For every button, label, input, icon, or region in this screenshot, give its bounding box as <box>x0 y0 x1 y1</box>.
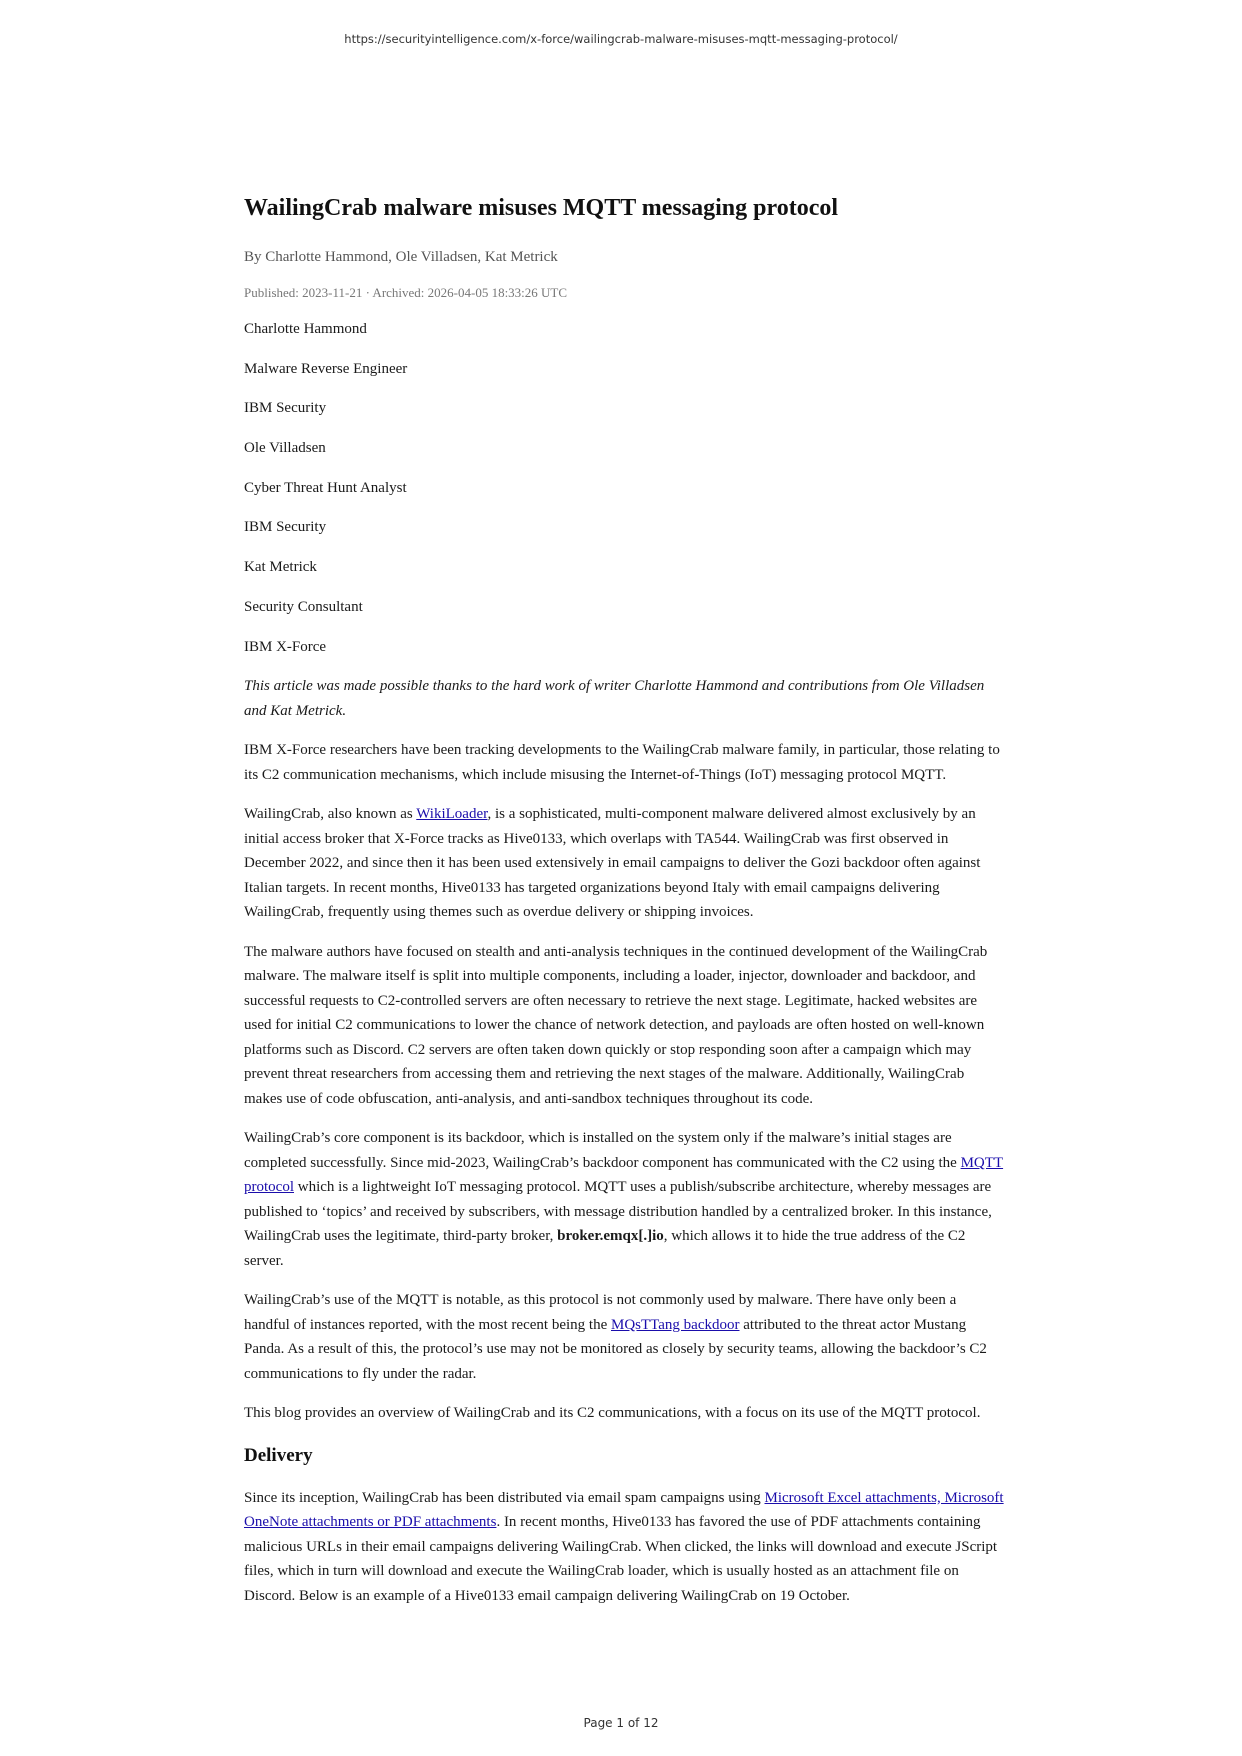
author-line: Malware Reverse Engineer <box>244 360 408 377</box>
publish-dates: Published: 2023-11-21 · Archived: 2026-04-05 18:33:26 UTC <box>244 285 568 300</box>
text-segment: which is a lightweight IoT messaging protocol. MQTT uses a publish/subscribe architecture, whereby messages are published to ‘topics’ and received by subscribers, with message distribution handled by a centralized broker. In this instance, WailingCrab uses the legitimate, third-party broker, <box>244 1179 992 1245</box>
paragraph-5 <box>244 1288 1004 1386</box>
author-line: IBM X-Force <box>244 638 327 655</box>
text-segment: attributed to the threat actor Mustang Panda. As a result of this, the protocol’s use may not be monitored as closely by security teams, allowing the backdoor’s C2 communications to fly under the radar. <box>244 1316 987 1382</box>
text-segment: Since its inception, WailingCrab has been distributed via email spam campaigns using <box>244 1489 765 1506</box>
paragraph-1: IBM X-Force researchers have been tracking developments to the WailingCrab malware family, in particular, those relating to its C2 communication mechanisms, which include misusing the Internet-of-Things (IoT) messaging protocol MQTT. <box>244 742 1000 783</box>
attachments-link[interactable]: Microsoft Excel attachments, Microsoft OneNote attachments or PDF attachments <box>244 1489 1004 1531</box>
author-line: Security Consultant <box>244 598 363 615</box>
paragraph-4 <box>244 1126 1004 1273</box>
author-line: Ole Villadsen <box>244 440 326 457</box>
page-url: https://securityintelligence.com/x-force/wailingcrab-malware-misuses-mqtt-messaging-protocol/ <box>344 32 898 46</box>
mqsttang-backdoor-link[interactable]: MQsTTang backdoor <box>610 1316 740 1333</box>
mqtt-protocol-link[interactable]: MQTT protocol <box>244 1154 1004 1196</box>
intro-paragraph: This article was made possible thanks to the hard work of writer Charlotte Hammond and contributions from Ole Villadsen and Kat Metrick. <box>244 678 985 719</box>
broker-domain: broker.emqx[.]io <box>557 1228 664 1245</box>
author-line: IBM Security <box>244 400 327 417</box>
paragraph-6: This blog provides an overview of WailingCrab and its C2 communications, with a focus on its use of the MQTT protocol. <box>244 1405 981 1422</box>
text-segment: WailingCrab’s core component is its backdoor, which is installed on the system only if the malware’s initial stages are completed successfully. Since mid-2023, WailingCrab’s backdoor component has communicated with the C2 using the <box>244 1130 961 1171</box>
article-title: WailingCrab malware misuses MQTT messaging protocol <box>244 195 839 221</box>
paragraph-2 <box>244 802 1004 925</box>
author-line: IBM Security <box>244 519 327 536</box>
author-line: Cyber Threat Hunt Analyst <box>244 479 407 496</box>
text-segment: , which allows it to hide the true address of the C2 server. <box>244 1228 966 1269</box>
article <box>244 190 1004 1623</box>
page-number: Page 1 of 12 <box>583 1716 659 1730</box>
author-line: Charlotte Hammond <box>244 321 367 337</box>
text-segment: , is a sophisticated, multi-component malware delivered almost exclusively by an initial access broker that X-Force tracks as Hive0133, which overlaps with TA544. WailingCrab was first observed in December 2022, and since then it has been used extensively in email campaigns to deliver the Gozi backdoor often against Italian targets. In recent months, Hive0133 has targeted organizations beyond Italy with email campaigns delivering WailingCrab, frequently using themes such as overdue delivery or shipping invoices. <box>244 806 981 921</box>
section-heading-delivery: Delivery <box>244 1444 313 1466</box>
byline: By Charlotte Hammond, Ole Villadsen, Kat Metrick <box>244 249 558 265</box>
text-segment: WailingCrab’s use of the MQTT is notable, as this protocol is not commonly used by malware. There have only been a handful of instances reported, with the most recent being the <box>244 1292 957 1333</box>
author-line: Kat Metrick <box>244 559 317 576</box>
wikiloader-link[interactable]: WikiLoader <box>416 806 488 823</box>
text-segment: WailingCrab, also known as <box>244 806 417 823</box>
paragraph-3: The malware authors have focused on stealth and anti-analysis techniques in the continued development of the WailingCrab malware. The malware itself is split into multiple components, including a loader, injector, downloader and backdoor, and successful requests to C2-controlled servers are often necessary to retrieve the next stage. Legitimate, hacked websites are used for initial C2 communications to lower the chance of network detection, and payloads are often hosted on well-known platforms such as Discord. C2 servers are often taken down quickly or stop responding soon after a campaign which may prevent threat researchers from accessing them and retrieving the next stages of the malware. Additionally, WailingCrab makes use of code obfuscation, anti-analysis, and anti-sandbox techniques throughout its code. <box>244 943 988 1107</box>
paragraph-7 <box>244 1486 1004 1609</box>
text-segment: . In recent months, Hive0133 has favored the use of PDF attachments containing malicious URLs in their email campaigns delivering WailingCrab. When clicked, the links will download and execute JScript files, which in turn will download and execute the WailingCrab loader, which is usually hosted as an attachment file on Discord. Below is an example of a Hive0133 email campaign delivering WailingCrab on 19 October. <box>244 1514 998 1604</box>
